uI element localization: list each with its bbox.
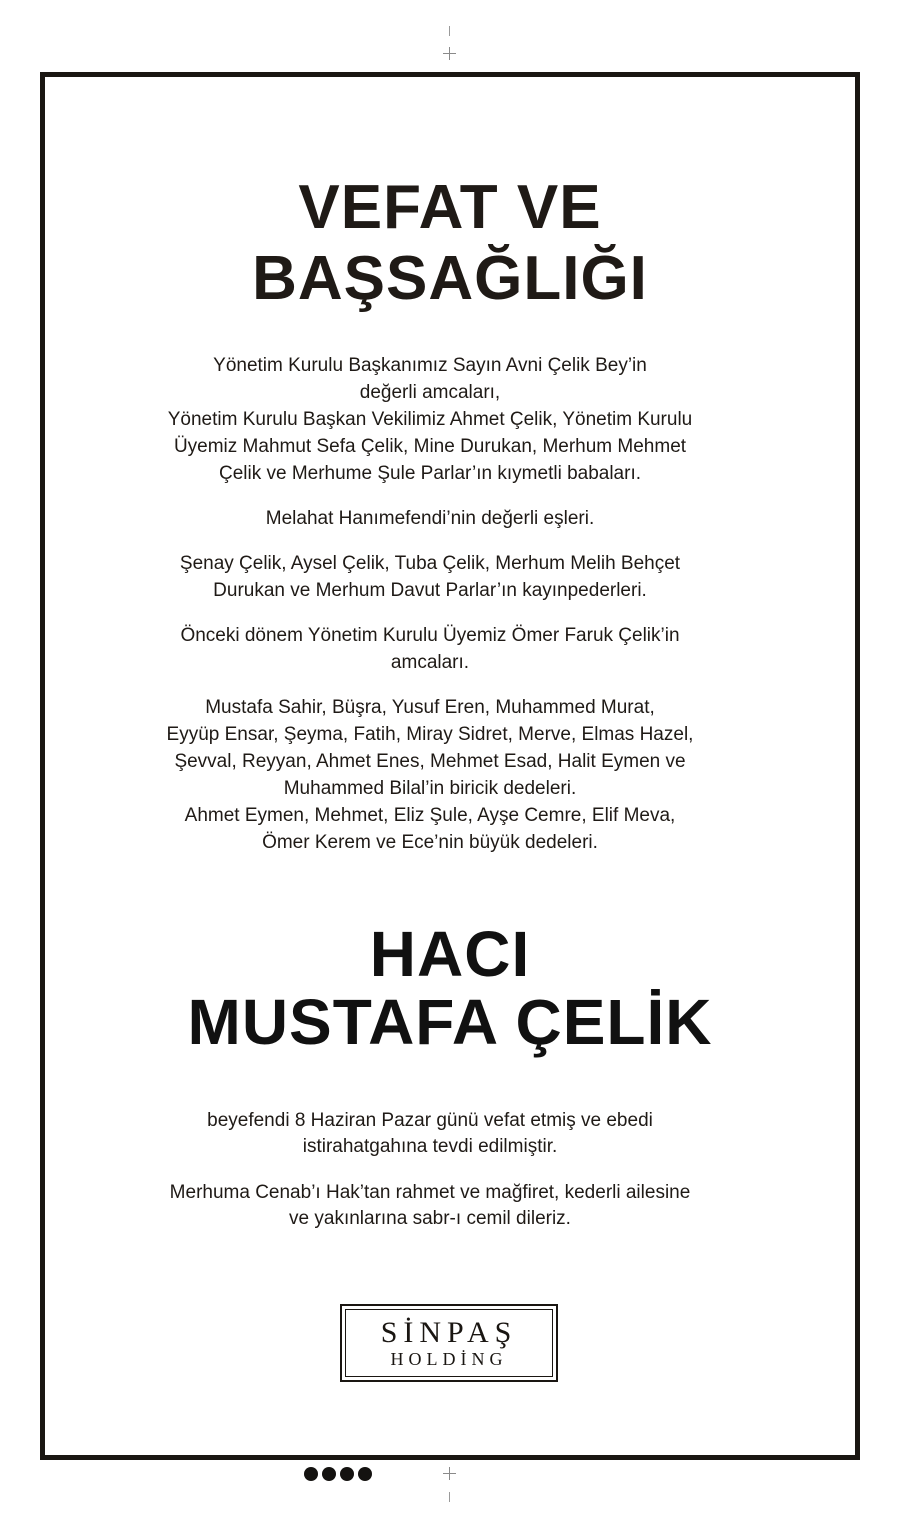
registration-cross-icon bbox=[443, 47, 456, 60]
registration-cross-icon bbox=[443, 1467, 456, 1480]
closing-paragraph bbox=[150, 1180, 710, 1232]
body-line: Mustafa Sahir, Büşra, Yusuf Eren, Muhammed Murat, bbox=[205, 697, 655, 718]
body-line: Durukan ve Merhum Davut Parlar’ın kayınpederleri. bbox=[213, 580, 647, 601]
sinpas-holding-logo bbox=[340, 1304, 558, 1382]
announcement-body bbox=[120, 352, 740, 874]
print-dots bbox=[304, 1467, 372, 1481]
body-line: Eyyüp Ensar, Şeyma, Fatih, Miray Sidret, Merve, Elmas Hazel, bbox=[166, 724, 694, 745]
deceased-name-line: MUSTAFA ÇELİK bbox=[187, 986, 713, 1058]
heading-line: BAŞSAĞLIĞI bbox=[252, 244, 648, 313]
body-line: Ahmet Eymen, Mehmet, Eliz Şule, Ayşe Cemre, Elif Meva, bbox=[184, 805, 676, 826]
body-line: Yönetim Kurulu Başkanımız Sayın Avni Çelik Bey’in bbox=[213, 355, 647, 376]
announcement-closing bbox=[150, 1108, 710, 1252]
dot-icon bbox=[340, 1467, 354, 1481]
logo-main-text: SİNPAŞ bbox=[380, 1316, 518, 1349]
body-line: Şenay Çelik, Aysel Çelik, Tuba Çelik, Merhum Melih Behçet bbox=[179, 553, 681, 574]
announcement-heading bbox=[0, 172, 900, 314]
body-paragraph bbox=[120, 505, 740, 532]
body-line: Melahat Hanımefendi’nin değerli eşleri. bbox=[265, 508, 595, 529]
body-line: Muhammed Bilal’in biricik dedeleri. bbox=[283, 778, 577, 799]
body-line: Ömer Kerem ve Ece’nin büyük dedeleri. bbox=[262, 832, 598, 853]
closing-line: beyefendi 8 Haziran Pazar günü vefat etmiş ve ebedi bbox=[207, 1110, 653, 1131]
body-line: değerli amcaları, bbox=[359, 382, 501, 403]
deceased-name bbox=[0, 920, 900, 1056]
closing-paragraph bbox=[150, 1108, 710, 1160]
body-paragraph bbox=[120, 550, 740, 604]
closing-line: istirahatgahına tevdi edilmiştir. bbox=[302, 1136, 558, 1157]
heading-line: VEFAT VE bbox=[298, 173, 602, 242]
registration-line-top bbox=[449, 26, 450, 36]
deceased-name-line: HACI bbox=[369, 918, 531, 990]
dot-icon bbox=[322, 1467, 336, 1481]
closing-line: Merhuma Cenab’ı Hak’tan rahmet ve mağfiret, kederli ailesine bbox=[169, 1182, 691, 1203]
body-paragraph bbox=[120, 694, 740, 856]
logo-sub-text: HOLDİNG bbox=[390, 1349, 508, 1369]
body-line: Üyemiz Mahmut Sefa Çelik, Mine Durukan, Merhum Mehmet bbox=[173, 436, 687, 457]
body-paragraph bbox=[120, 352, 740, 487]
body-paragraph bbox=[120, 622, 740, 676]
dot-icon bbox=[304, 1467, 318, 1481]
body-line: Önceki dönem Yönetim Kurulu Üyemiz Ömer Faruk Çelik’in bbox=[180, 625, 680, 646]
body-line: amcaları. bbox=[390, 652, 470, 673]
body-line: Yönetim Kurulu Başkan Vekilimiz Ahmet Çelik, Yönetim Kurulu bbox=[167, 409, 693, 430]
dot-icon bbox=[358, 1467, 372, 1481]
body-line: Çelik ve Merhume Şule Parlar’ın kıymetli babaları. bbox=[218, 463, 642, 484]
body-line: Şevval, Reyyan, Ahmet Enes, Mehmet Esad, Halit Eymen ve bbox=[174, 751, 686, 772]
registration-line-bottom bbox=[449, 1492, 450, 1502]
closing-line: ve yakınlarına sabr-ı cemil dileriz. bbox=[289, 1208, 571, 1229]
